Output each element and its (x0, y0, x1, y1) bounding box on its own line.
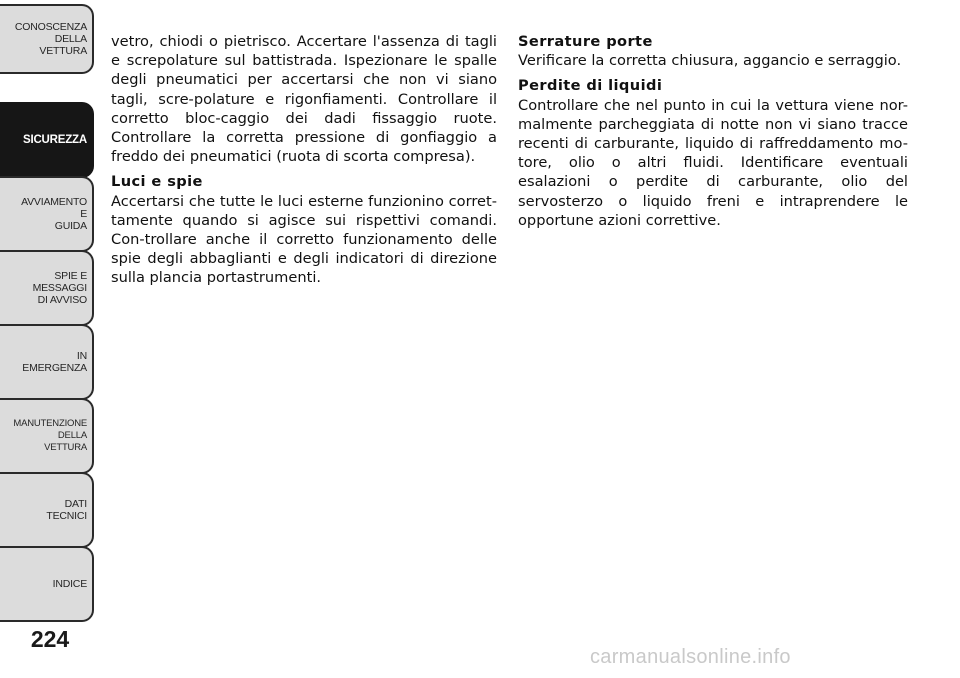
section-body-perdite-di-liquidi: Controllare che nel punto in cui la vettura viene nor-malmente parcheggiata di notte non vi siano tracce recenti di carburante, liquido di raffreddamento mo-tore, olio o altri fluidi. Identificare eventuali esalazioni o perdite di carburante, olio del servosterzo o liquido freni e intraprendere le opportune azioni correttive. (518, 96, 908, 229)
tab-label-line: AVVIAMENTO (21, 196, 87, 208)
tab-label-line: E (80, 208, 87, 220)
left-column (111, 32, 497, 288)
tab-label-line: VETTURA (44, 442, 87, 453)
tab-label-line: GUIDA (54, 220, 87, 232)
tab-manutenzione-della-vettura[interactable] (0, 398, 94, 474)
tab-label-line: IN (76, 350, 87, 362)
tab-label-line: SICUREZZA (22, 134, 87, 146)
watermark-text: carmanualsonline.info (590, 646, 791, 668)
tab-conoscenza-della-vettura[interactable] (0, 4, 94, 74)
tab-spie-e-messaggi-di-avviso[interactable] (0, 250, 94, 326)
tab-label-line: MANUTENZIONE (13, 418, 87, 429)
tab-in-emergenza[interactable] (0, 324, 94, 400)
tab-label-line: EMERGENZA (22, 362, 87, 374)
tab-label-line: DELLA (57, 430, 87, 441)
right-column (518, 32, 908, 230)
section-body-serrature-porte: Verificare la corretta chiusura, aggancio e serraggio. (518, 52, 902, 70)
tab-label-line: CONOSCENZA (14, 21, 87, 33)
intro-paragraph: vetro, chiodi o pietrisco. Accertare l'assenza di tagli e screpolature sul battistrada. Ispezionare le spalle degli pneumatici per accertarsi che non vi siano tagli, scre-polature e rigonfiamenti. Controllare il corretto bloc-caggio dei dadi fissaggio ruote. Controllare la corretta pressione di gonfiaggio a freddo dei pneumatici (ruota di scorta compresa). (111, 33, 497, 166)
tab-sicurezza[interactable] (0, 102, 94, 178)
tab-label-line: DATI (64, 498, 87, 510)
chapter-sidebar (0, 0, 98, 678)
tab-dati-tecnici[interactable] (0, 472, 94, 548)
section-heading-serrature-porte: Serrature porte (518, 33, 653, 50)
tab-label-line: INDICE (52, 578, 87, 590)
section-heading-luci-e-spie: Luci e spie (111, 173, 203, 191)
tab-avviamento-e-guida[interactable] (0, 176, 94, 252)
tab-label-line: MESSAGGI (32, 282, 87, 294)
section-body-luci-e-spie: Accertarsi che tutte le luci esterne funzionino corret-tamente quando si agisce sui rispettivi comandi. Con-trollare anche il corretto funzionamento delle spie degli abbaglianti e degli indicatori di direzione sulla plancia portastrumenti. (111, 192, 497, 287)
tab-label-line: DELLA (54, 33, 87, 45)
tab-label-line: SPIE E (54, 270, 87, 282)
tab-label-line: VETTURA (39, 45, 87, 57)
section-heading-perdite-di-liquidi: Perdite di liquidi (518, 77, 663, 95)
tab-indice[interactable] (0, 546, 94, 622)
tab-label-line: DI AVVISO (37, 294, 87, 306)
tab-label-line: TECNICI (46, 510, 87, 522)
page-number: 224 (30, 626, 70, 652)
